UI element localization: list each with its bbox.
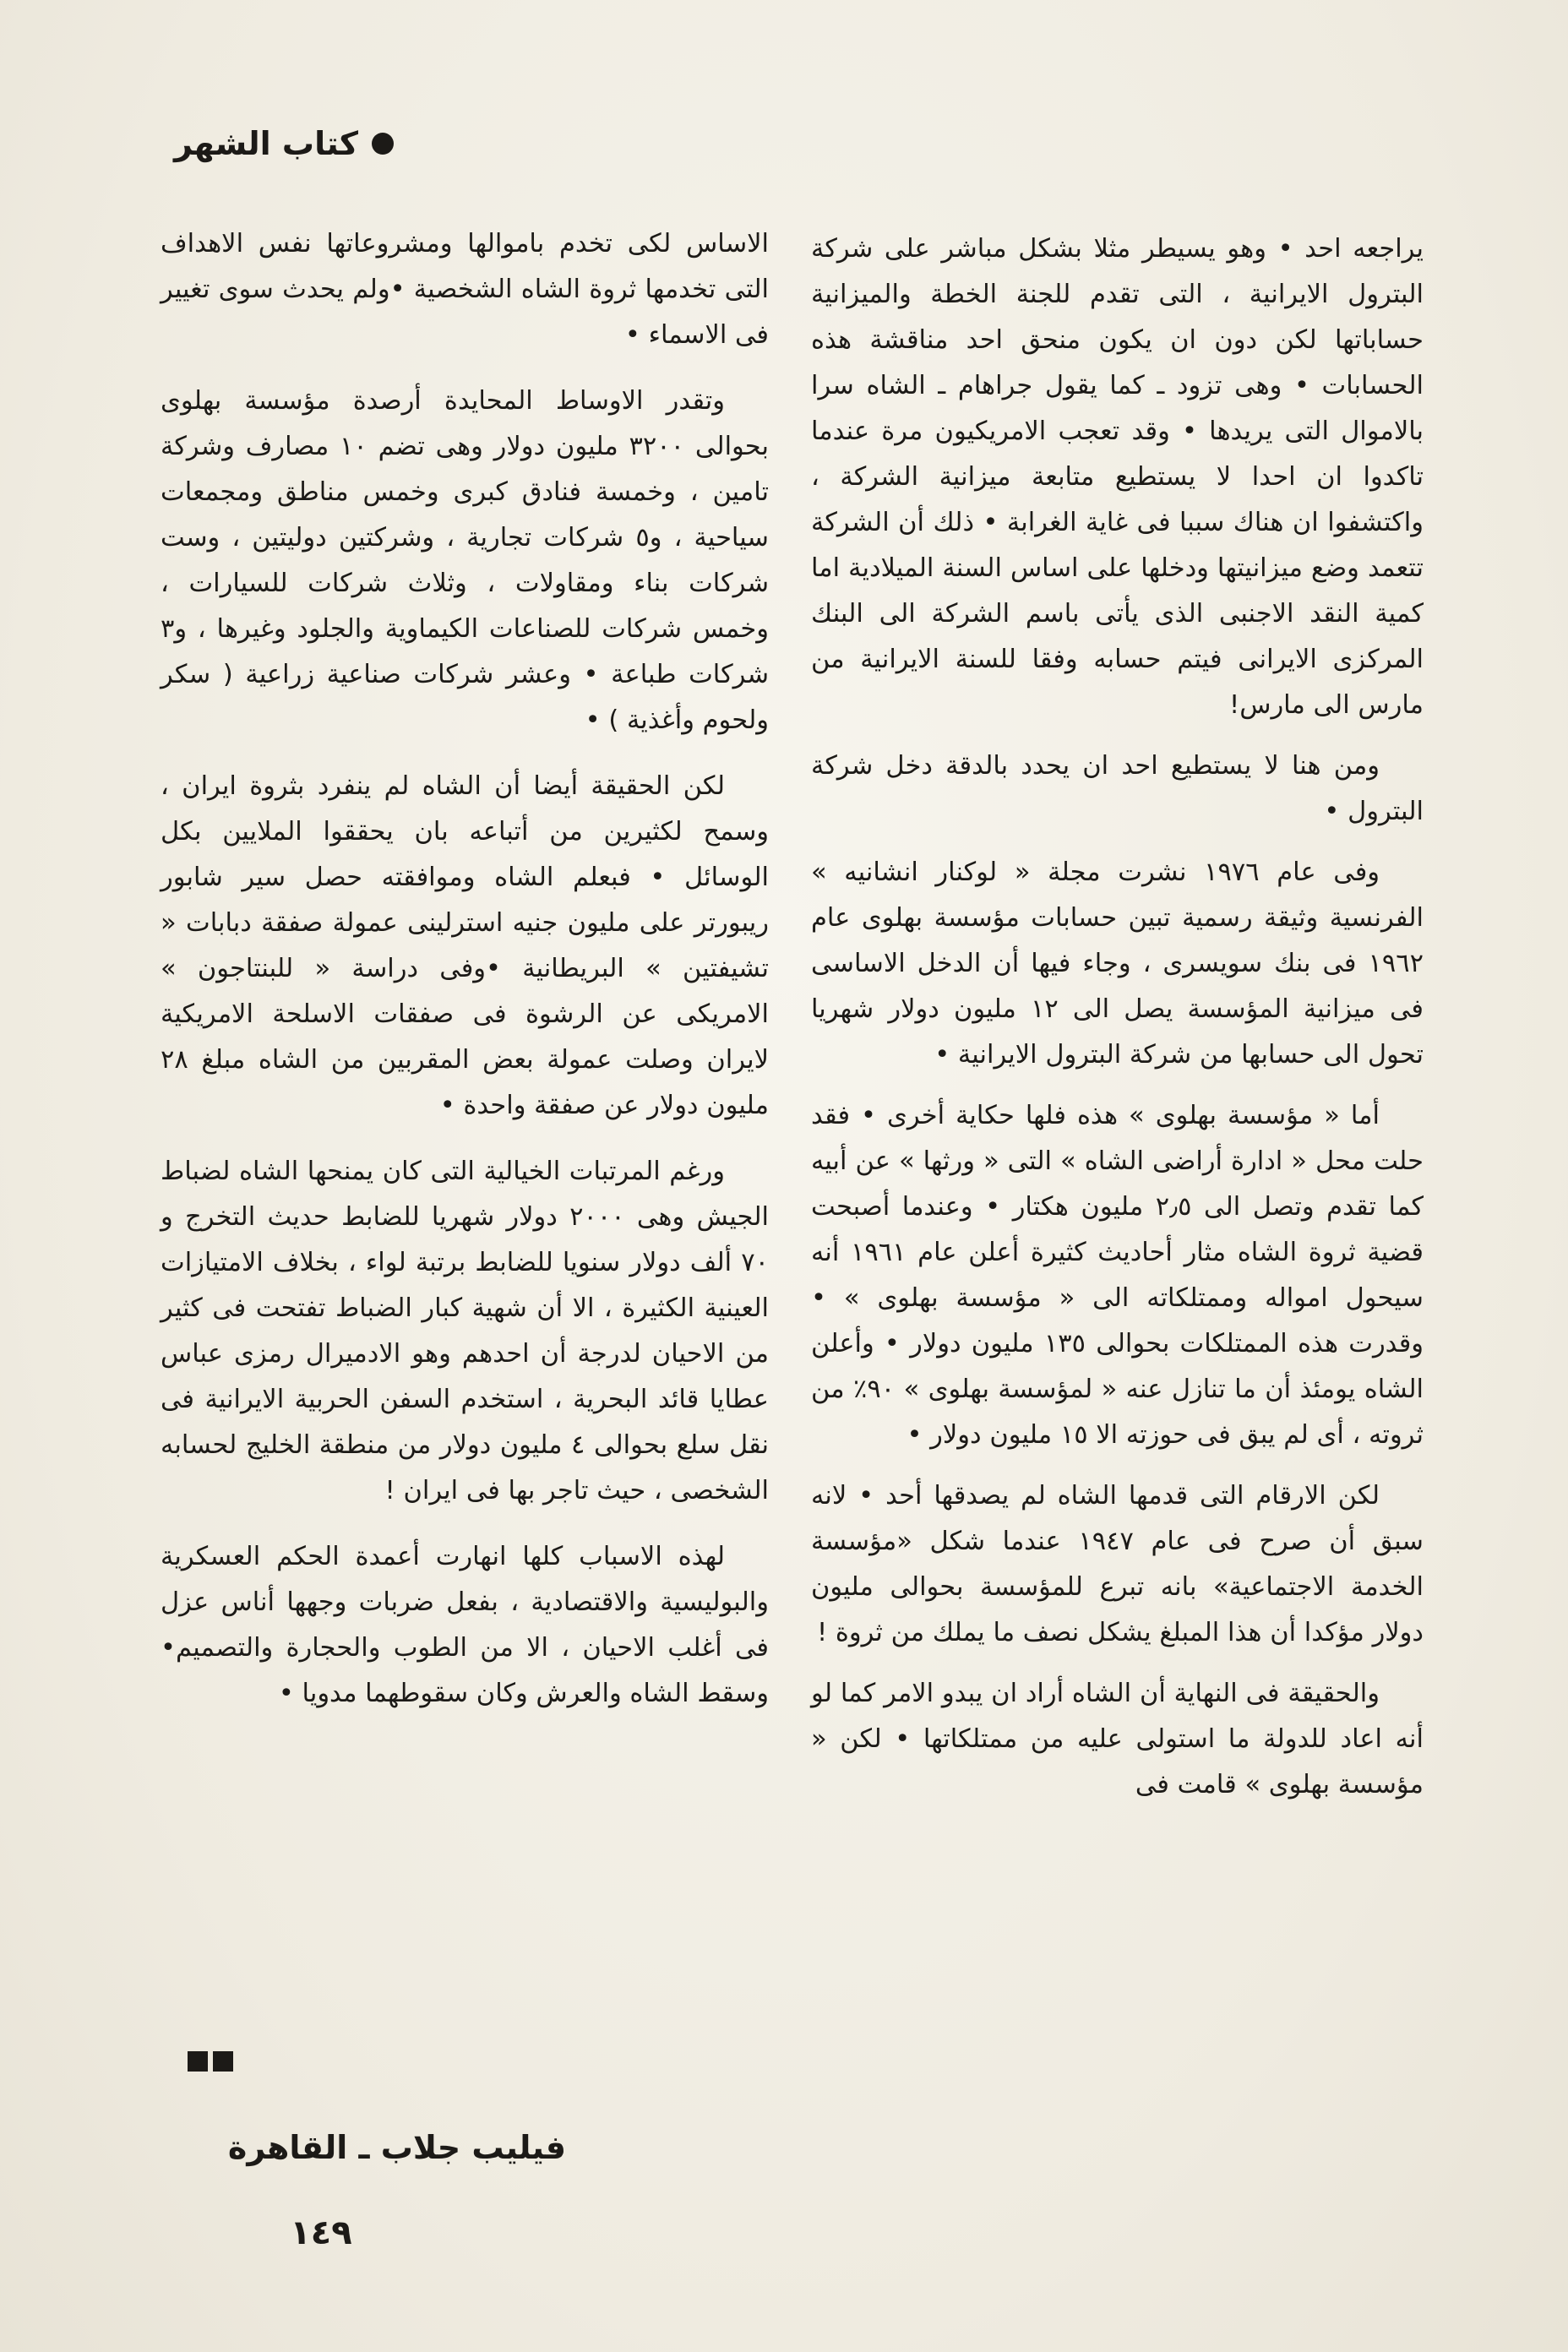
paragraph: أما « مؤسسة بهلوى » هذه فلها حكاية أخرى • فقد حلت محل « ادارة أراضى الشاه » التى « ورثها » عن أبيه كما تقدم وتصل الى ٢٫٥ مليون هكتار • وعندما أصبحت قضية ثروة الشاه مثار أحاديث كثيرة أعلن عام ١٩٦١ أنه سيحول امواله وممتلكاته الى « مؤسسة بهلوى » • وقدرت هذه الممتلكات بحوالى ١٣٥ مليون دولار • وأعلن الشاه يومئذ أن ما تنازل عنه « لمؤسسة بهلوى » ٩٠٪ من ثروته ، أى لم يبق فى حوزته الا ١٥ مليون دولار • xyxy=(811,1101,1424,1450)
page-number: ١٤٩ xyxy=(290,2213,352,2252)
right-column xyxy=(811,226,1424,1823)
paragraph: لكن الحقيقة أيضا أن الشاه لم ينفرد بثروة ايران ، وسمح لكثيرين من أتباعه بان يحققوا الملايين بكل الوسائل • فبعلم الشاه وموافقته حصل سير شابور ريبورتر على مليون جنيه استرلينى عمولة صفقة دبابات « تشيفتين » البريطانية •وفى دراسة « للبنتاجون » الامريكى عن الرشوة فى صفقات الاسلحة الامريكية لايران وصلت عمولة بعض المقربين من الشاه مبلغ ٢٨ مليون دولار عن صفقة واحدة • xyxy=(161,771,769,1120)
paragraph: وفى عام ١٩٧٦ نشرت مجلة « لوكنار انشانيه » الفرنسية وثيقة رسمية تبين حسابات مؤسسة بهلوى عام ١٩٦٢ فى بنك سويسرى ، وجاء فيها أن الدخل الاساسى فى ميزانية المؤسسة يصل الى ١٢ مليون دولار شهريا تحول الى حسابها من شركة البترول الايرانية • xyxy=(811,858,1424,1070)
left-column xyxy=(161,221,769,1737)
bullet-icon xyxy=(372,133,394,155)
paragraph: لكن الارقام التى قدمها الشاه لم يصدقها أحد • لانه سبق أن صرح فى عام ١٩٤٧ عندما شكل «مؤسسة الخدمة الاجتماعية» بانه تبرع للمؤسسة بحوالى مليون دولار مؤكدا أن هذا المبلغ يشكل نصف ما يملك من ثروة ! xyxy=(811,1481,1424,1647)
paragraph: الاساس لكى تخدم باموالها ومشروعاتها نفس الاهداف التى تخدمها ثروة الشاه الشخصية •ولم يحدث سوى تغيير فى الاسماء • xyxy=(161,229,769,350)
paragraph: وتقدر الاوساط المحايدة أرصدة مؤسسة بهلوى بحوالى ٣٢٠٠ مليون دولار وهى تضم ١٠ مصارف وشركة تامين ، وخمسة فنادق كبرى وخمس مناطق ومجمعات سياحية ، و٥ شركات تجارية ، وشركتين دوليتين ، وست شركات بناء ومقاولات ، وثلاث شركات للسيارات ، وخمس شركات للصناعات الكيماوية والجلود وغيرها ، و٣ شركات طباعة • وعشر شركات صناعية زراعية ( سكر ولحوم وأغذية ) • xyxy=(161,386,769,735)
section-title: كتاب الشهر xyxy=(174,125,358,162)
square-icon xyxy=(188,2051,208,2072)
paragraph: ومن هنا لا يستطيع احد ان يحدد بالدقة دخل شركة البترول • xyxy=(811,751,1424,826)
author-signature: فيليب جلاب ـ القاهرة xyxy=(227,2129,566,2166)
section-header xyxy=(174,125,394,162)
paragraph: والحقيقة فى النهاية أن الشاه أراد ان يبدو الامر كما لو أنه اعاد للدولة ما استولى عليه من ممتلكاتها • لكن « مؤسسة بهلوى » قامت فى xyxy=(811,1679,1424,1799)
paragraph: ورغم المرتبات الخيالية التى كان يمنحها الشاه لضباط الجيش وهى ٢٠٠٠ دولار شهريا للضابط حديث التخرج و ٧٠ ألف دولار سنويا للضابط برتبة لواء ، بخلاف الامتيازات العينية الكثيرة ، الا أن شهية كبار الضباط تفتحت فى كثير من الاحيان لدرجة أن احدهم وهو الادميرال رمزى عباس عطايا قائد البحرية ، استخدم السفن الحربية الايرانية فى نقل سلع بحوالى ٤ مليون دولار من منطقة الخليج لحسابه الشخصى ، حيث تاجر بها فى ايران ! xyxy=(161,1157,770,1505)
end-of-article-mark xyxy=(188,2051,233,2072)
square-icon xyxy=(213,2051,233,2072)
paragraph: يراجعه احد • وهو يسيطر مثلا بشكل مباشر على شركة البترول الايرانية ، التى تقدم للجنة الخطة والميزانية حساباتها لكن دون ان يكون منحق احد مناقشة هذه الحسابات • وهى تزود ـ كما يقول جراهام ـ الشاه سرا بالاموال التى يريدها • وقد تعجب الامريكيون مرة عندما تاكدوا ان احدا لا يستطيع متابعة ميزانية الشركة ، واكتشفوا ان هناك سببا فى غاية الغرابة • ذلك أن الشركة تتعمد وضع ميزانيتها ودخلها على اساس السنة الميلادية اما كمية النقد الاجنبى الذى يأتى باسم الشركة الى البنك المركزى الايرانى فيتم حسابه وفقا للسنة الايرانية من مارس الى مارس! xyxy=(811,234,1424,720)
paragraph: لهذه الاسباب كلها انهارت أعمدة الحكم العسكرية والبوليسية والاقتصادية ، بفعل ضربات وجهها أناس عزل فى أغلب الاحيان ، الا من الطوب والحجارة والتصميم• وسقط الشاه والعرش وكان سقوطهما مدويا • xyxy=(161,1542,769,1708)
